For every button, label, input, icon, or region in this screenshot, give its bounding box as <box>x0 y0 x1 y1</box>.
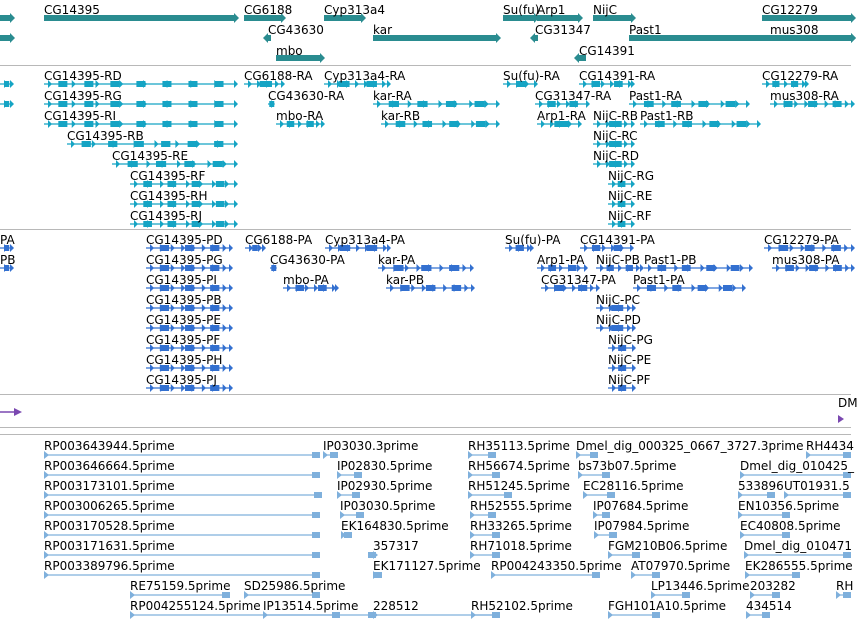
protein-label[interactable]: CG14395-PF <box>146 333 221 347</box>
gene-label[interactable]: CG6188 <box>244 3 293 17</box>
gene-label[interactable]: CG12279 <box>762 3 818 17</box>
transcript-label[interactable]: CG12279-RA <box>762 69 839 83</box>
est-label[interactable]: RH4434 <box>806 439 854 453</box>
est-label[interactable]: IP07684.5prime <box>593 499 689 513</box>
protein-label[interactable]: NijC-PC <box>596 293 640 307</box>
est-label[interactable]: RP003170528.5prime <box>44 519 175 533</box>
protein-label[interactable]: CG12279-PA <box>764 233 839 247</box>
est-label[interactable]: Dmel_dig_010471 <box>744 539 853 553</box>
transcript-label[interactable]: CG14395-RE <box>112 149 189 163</box>
est-label[interactable]: EK164830.5prime <box>341 519 449 533</box>
est-label[interactable]: FGM210B06.5prime <box>608 539 728 553</box>
est-label[interactable]: RP003171631.5prime <box>44 539 175 553</box>
protein-label[interactable]: CG14395-PD <box>146 233 223 247</box>
est-label[interactable]: RE75159.5prime <box>130 579 231 593</box>
transcript-label[interactable]: mbo-RA <box>276 109 324 123</box>
transcript-label[interactable]: Su(fu)-RA <box>503 69 560 83</box>
est-label[interactable]: Dmel_dig_010425_ <box>740 459 855 473</box>
transcript-label[interactable]: NijC-RB <box>593 109 638 123</box>
protein-label[interactable]: NijC-PD <box>596 313 641 327</box>
protein-label[interactable]: CG14395-PG <box>146 253 223 267</box>
protein-label[interactable]: Su(fu)-PA <box>505 233 561 247</box>
protein-label[interactable]: Past1-PB <box>644 253 697 267</box>
est-label[interactable]: RP003173101.5prime <box>44 479 175 493</box>
gene-label[interactable]: Su(fu) <box>503 3 540 17</box>
est-track <box>0 435 855 622</box>
est-label[interactable]: RH56674.5prime <box>468 459 570 473</box>
protein-label[interactable]: CG14395-PI <box>146 273 217 287</box>
est-label[interactable]: SD25986.5prime <box>244 579 346 593</box>
protein-label[interactable]: kar-PA <box>378 253 416 267</box>
track-canvas <box>0 66 851 229</box>
gene-label[interactable]: mus308 <box>770 23 819 37</box>
est-label[interactable]: IP02930.5prime <box>337 479 433 493</box>
gene-label[interactable]: CG14395 <box>44 3 100 17</box>
misc-track <box>0 395 858 427</box>
est-label[interactable]: RP003389796.5prime <box>44 559 175 573</box>
protein-label[interactable]: NijC-PE <box>608 353 652 367</box>
gene-glyph[interactable] <box>0 13 15 23</box>
est-label[interactable]: 203282 <box>750 579 796 593</box>
gene-label[interactable]: mbo <box>276 44 303 58</box>
transcript-label[interactable]: CG14395-RI <box>44 109 117 123</box>
gene-label[interactable]: Cyp313a4 <box>324 3 385 17</box>
protein-label[interactable]: mbo-PA <box>283 273 329 287</box>
est-label[interactable]: RP004255124.5prime <box>130 599 261 613</box>
protein-label[interactable]: mus308-PA <box>772 253 840 267</box>
gene-glyph[interactable] <box>0 33 15 43</box>
gene-label[interactable]: CG31347 <box>535 23 591 37</box>
transcript-label[interactable]: Arp1-RA <box>537 109 586 123</box>
est-label[interactable]: IP07984.5prime <box>594 519 690 533</box>
gene-label[interactable]: NijC <box>593 3 618 17</box>
gene-label[interactable]: CG43630 <box>268 23 324 37</box>
est-label[interactable]: RH52102.5prime <box>471 599 573 613</box>
est-label[interactable]: RH35113.5prime <box>468 439 570 453</box>
transcript-label[interactable]: CG14395-RH <box>130 189 208 203</box>
est-label[interactable]: RH52555.5prime <box>470 499 572 513</box>
est-label[interactable]: AT07970.5prime <box>631 559 731 573</box>
protein-label[interactable]: Arp1-PA <box>537 253 585 267</box>
transcript-label[interactable]: CG14395-RD <box>44 69 122 83</box>
est-label[interactable]: 434514 <box>746 599 792 613</box>
transcript-label[interactable]: NijC-RE <box>608 189 653 203</box>
transcript-label[interactable]: NijC-RG <box>608 169 654 183</box>
protein-label[interactable]: Cyp313a4-PA <box>325 233 405 247</box>
track-canvas <box>0 395 851 427</box>
est-label[interactable]: EC40808.5prime <box>740 519 841 533</box>
protein-label[interactable]: CG43630-PA <box>270 253 345 267</box>
transcript-label[interactable]: CG14395-RG <box>44 89 122 103</box>
transcript-label[interactable]: NijC-RF <box>608 209 652 223</box>
transcript-label[interactable]: CG43630-RA <box>268 89 345 103</box>
protein-label[interactable]: PB <box>0 253 16 267</box>
transcript-label[interactable]: mus308-RA <box>770 89 839 103</box>
transcript-glyph[interactable] <box>0 100 14 108</box>
track-canvas <box>0 230 851 394</box>
transcript-label[interactable]: CG31347-RA <box>535 89 612 103</box>
protein-label[interactable]: CG6188-PA <box>245 233 313 247</box>
transcript-label[interactable]: kar-RB <box>381 109 421 123</box>
est-label[interactable]: RH71018.5prime <box>470 539 572 553</box>
transcript-label[interactable]: NijC-RD <box>593 149 639 163</box>
gene-label[interactable]: CG14391 <box>579 44 635 58</box>
gene-label[interactable]: Arp1 <box>537 3 566 17</box>
protein-label[interactable]: Past1-PA <box>633 273 685 287</box>
protein-label[interactable]: CG14395-PJ <box>146 373 217 387</box>
protein-label[interactable]: NijC-PG <box>608 333 653 347</box>
est-label[interactable]: EK171127.5prime <box>373 559 481 573</box>
protein-label[interactable]: CG31347-PA <box>541 273 616 287</box>
est-label[interactable]: IP03030.3prime <box>323 439 419 453</box>
est-label[interactable]: IP03030.5prime <box>340 499 436 513</box>
est-label[interactable]: Dmel_dig_000325_0667_3727.3prime <box>576 439 804 453</box>
protein-track <box>0 230 851 394</box>
misc-label[interactable]: DM <box>838 396 858 410</box>
est-label[interactable]: UT01931.5 <box>784 479 850 493</box>
protein-label[interactable]: CG14391-PA <box>580 233 655 247</box>
transcript-track <box>0 66 851 229</box>
est-label[interactable]: EN10356.5prime <box>738 499 840 513</box>
est-label[interactable]: 533896 <box>738 479 784 493</box>
track-canvas <box>0 0 851 65</box>
transcript-label[interactable]: CG14395-RF <box>130 169 206 183</box>
est-label[interactable]: 357317 <box>373 539 419 553</box>
est-label[interactable]: IP13514.5prime <box>263 599 359 613</box>
transcript-label[interactable]: NijC-RC <box>593 129 638 143</box>
protein-label[interactable]: CG14395-PB <box>146 293 222 307</box>
transcript-label[interactable]: CG14391-RA <box>579 69 656 83</box>
est-label[interactable]: RH <box>836 579 854 593</box>
gene-label[interactable]: kar <box>373 23 393 37</box>
transcript-label[interactable]: Past1-RB <box>640 109 694 123</box>
est-label[interactable]: EC28116.5prime <box>583 479 684 493</box>
est-label[interactable]: RP004243350.5prime <box>491 559 622 573</box>
protein-label[interactable]: CG14395-PH <box>146 353 223 367</box>
est-label[interactable]: RP003006265.5prime <box>44 499 175 513</box>
transcript-label[interactable]: CG14395-RJ <box>130 209 203 223</box>
est-label[interactable]: EK286555.5prime <box>745 559 853 573</box>
gene-glyph[interactable] <box>373 33 501 43</box>
est-label[interactable]: RP003646664.5prime <box>44 459 175 473</box>
transcript-label[interactable]: Past1-RA <box>629 89 683 103</box>
protein-label[interactable]: kar-PB <box>386 273 425 287</box>
gene-label[interactable]: Past1 <box>629 23 662 37</box>
est-label[interactable]: IP02830.5prime <box>337 459 433 473</box>
transcript-label[interactable]: kar-RA <box>373 89 412 103</box>
est-label[interactable]: 228512 <box>373 599 419 613</box>
est-label[interactable]: FGH101A10.5prime <box>608 599 727 613</box>
track-separator <box>0 427 851 428</box>
est-label[interactable]: bs73b07.5prime <box>578 459 677 473</box>
est-label[interactable]: RH51245.5prime <box>468 479 570 493</box>
transcript-label[interactable]: CG14395-RB <box>67 129 144 143</box>
transcript-glyph[interactable] <box>0 80 14 88</box>
protein-label[interactable]: NijC-PF <box>608 373 651 387</box>
transcript-label[interactable]: CG6188-RA <box>244 69 313 83</box>
gene-track <box>0 0 851 65</box>
transcript-label[interactable]: Cyp313a4-RA <box>324 69 406 83</box>
est-label[interactable]: RP003643944.5prime <box>44 439 175 453</box>
misc-glyph[interactable] <box>0 408 844 423</box>
est-label[interactable]: RH33265.5prime <box>470 519 572 533</box>
est-label[interactable]: LP13446.5prime <box>651 579 750 593</box>
protein-label[interactable]: CG14395-PE <box>146 313 221 327</box>
protein-label[interactable]: PA <box>0 233 15 247</box>
protein-label[interactable]: NijC-PB <box>596 253 640 267</box>
